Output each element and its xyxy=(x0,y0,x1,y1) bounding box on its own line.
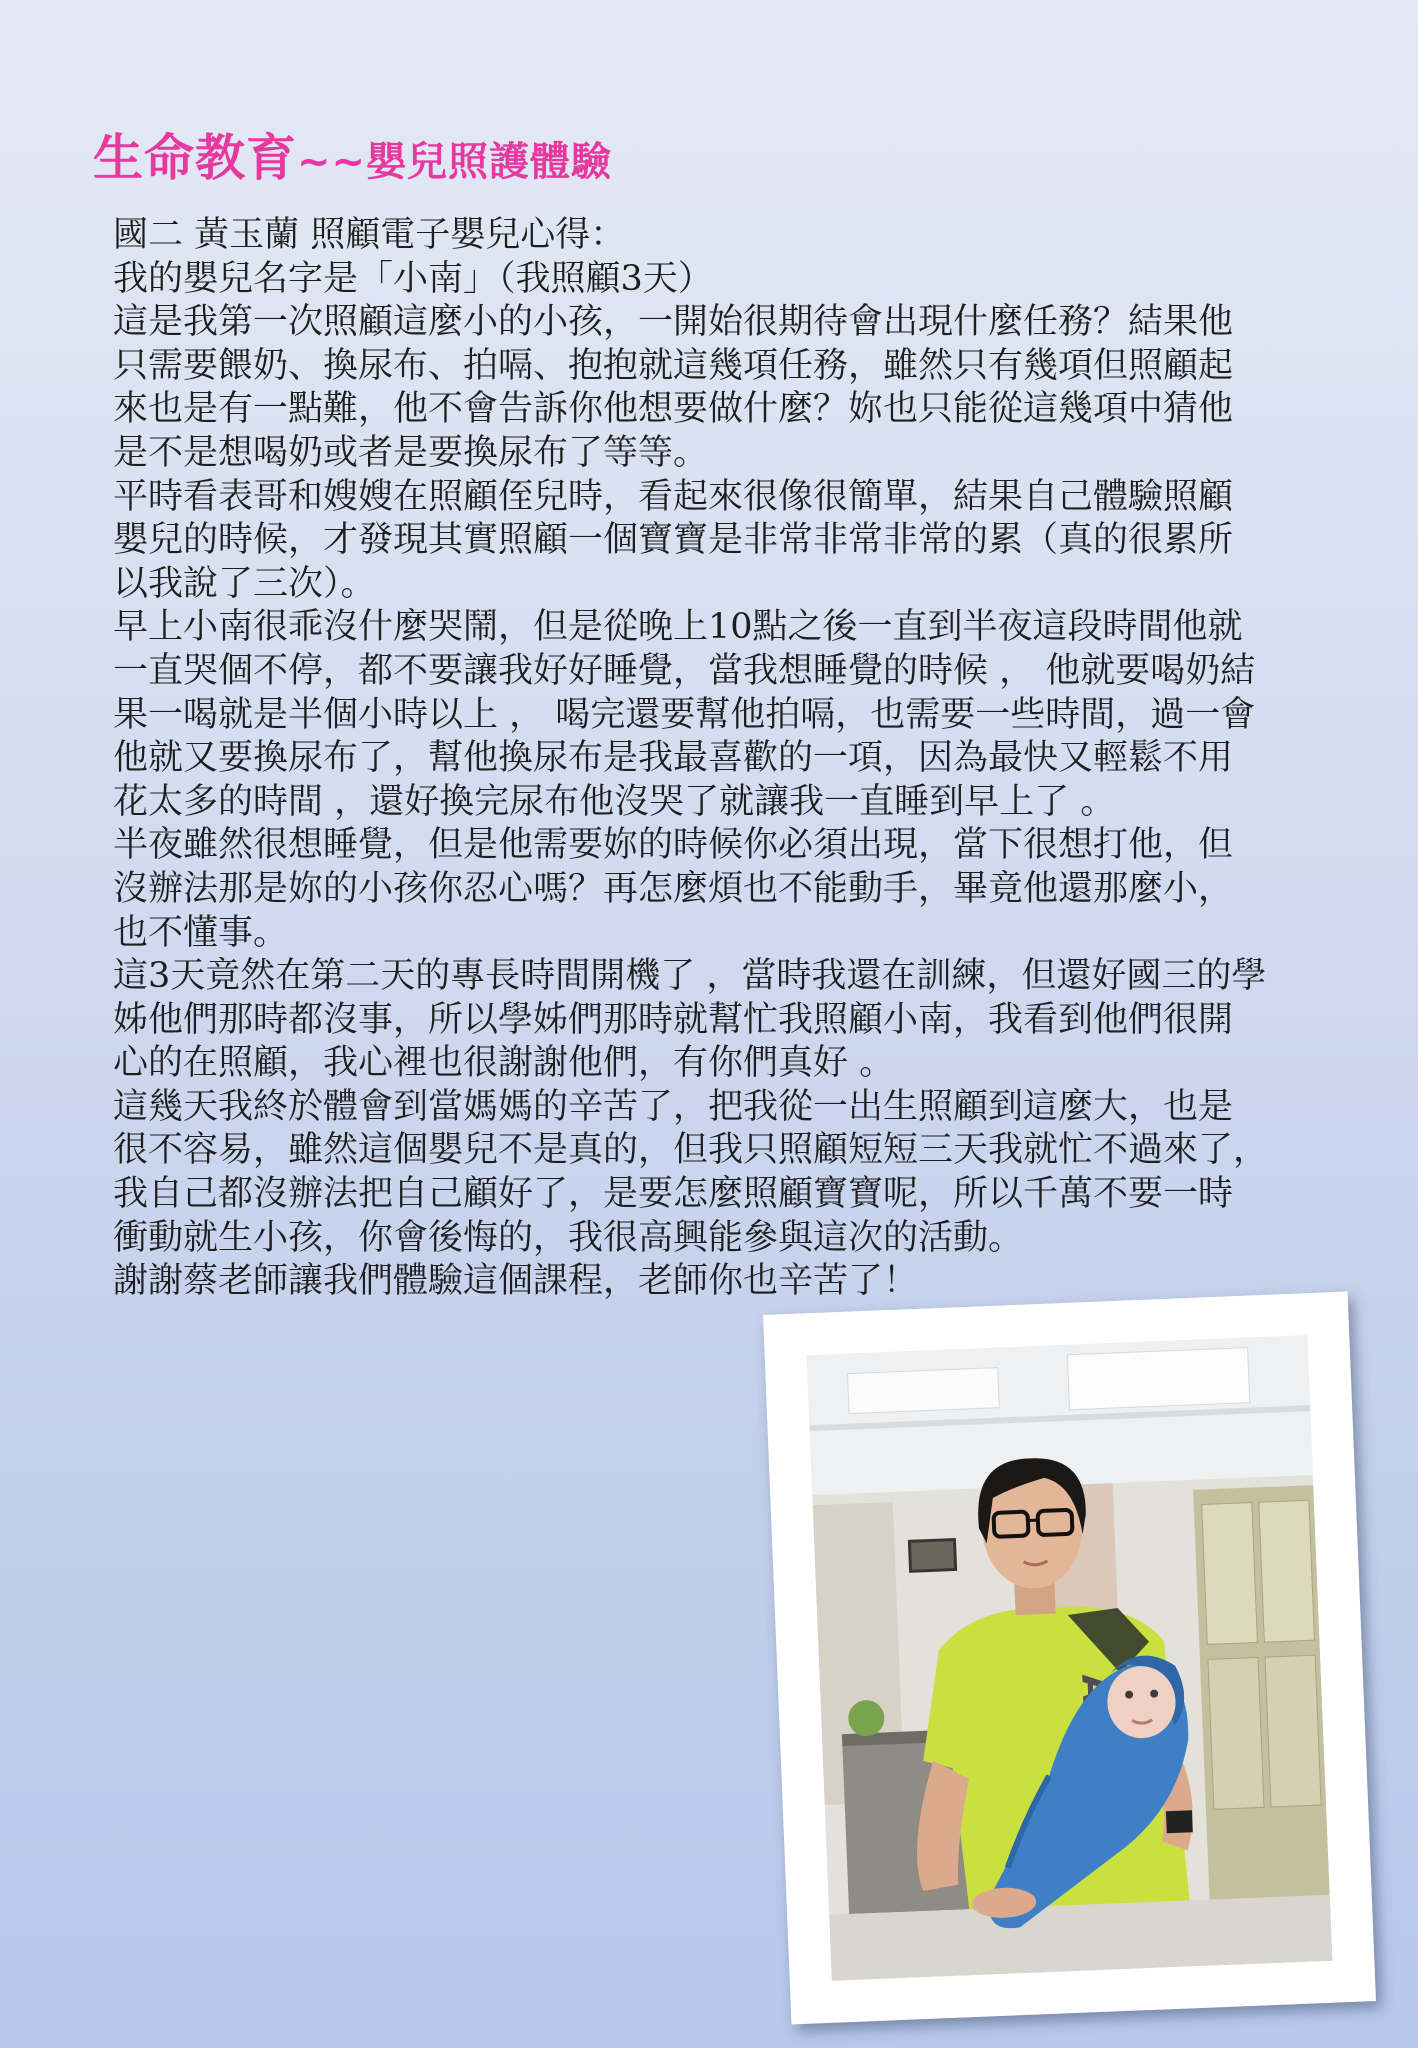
title-sub: ~~嬰兒照護體驗 xyxy=(297,139,613,185)
text-line: 國二 黃玉蘭 照顧電子嬰兒心得： xyxy=(113,215,626,255)
text-line: 半夜雖然很想睡覺，但是他需要妳的時候你必須出現，當下很想打他，但 xyxy=(113,825,1234,866)
text-line: 平時看表哥和嫂嫂在照顧侄兒時，看起來很像很簡單，結果自己體驗照顧 xyxy=(113,476,1234,517)
text-line: 姊他們那時都沒事，所以學姊們那時就幫忙我照顧小南，我看到他們很開 xyxy=(113,999,1234,1040)
text-line: 是不是想喝奶或者是要換尿布了等等。 xyxy=(113,432,709,473)
text-line: 我自己都沒辦法把自己顧好了，是要怎麼照顧寶寶呢，所以千萬不要一時 xyxy=(113,1174,1234,1215)
text-line: 衝動就生小孩，你會後悔的，我很高興能參與這次的活動。 xyxy=(113,1217,1024,1258)
text-line: 花太多的時間 ，還好換完尿布他沒哭了就讓我一直睡到早上了 。 xyxy=(113,781,1116,822)
title-main: 生命教育 xyxy=(93,129,297,187)
page-title xyxy=(93,118,612,190)
photo-frame xyxy=(763,1292,1376,2025)
text-line: 嬰兒的時候，才發現其實照顧一個寶寶是非常非常非常的累（真的很累所 xyxy=(113,520,1234,561)
text-line: 果一喝就是半個小時以上 ， 喝完還要幫他拍嗝，也需要一些時間，過一會 xyxy=(113,694,1256,735)
text-line: 只需要餵奶、換尿布、拍嗝、抱抱就這幾項任務，雖然只有幾項但照顧起 xyxy=(113,345,1234,386)
text-line: 沒辦法那是妳的小孩你忍心嗎？再怎麼煩也不能動手，畢竟他還那麼小， xyxy=(113,868,1234,909)
text-line: 以我說了三次）。 xyxy=(113,563,376,604)
text-line: 早上小南很乖沒什麼哭鬧，但是從晚上10點之後一直到半夜這段時間他就 xyxy=(113,607,1243,648)
text-line: 一直哭個不停，都不要讓我好好睡覺，當我想睡覺的時候 ， 他就要喝奶結 xyxy=(113,650,1256,691)
text-line: 這3天竟然在第二天的專長時間開機了 ，當時我還在訓練，但還好國三的學 xyxy=(113,956,1267,997)
text-line: 他就又要換尿布了，幫他換尿布是我最喜歡的一項，因為最快又輕鬆不用 xyxy=(113,738,1234,779)
student-photo xyxy=(807,1335,1333,1981)
text-line: 來也是有一點難，他不會告訴你他想要做什麼？妳也只能從這幾項中猜他 xyxy=(113,389,1234,430)
text-line: 很不容易，雖然這個嬰兒不是真的，但我只照顧短短三天我就忙不過來了， xyxy=(113,1130,1269,1171)
student-with-doll-illustration xyxy=(807,1335,1333,1981)
reflection-text xyxy=(113,214,1343,1304)
text-line: 這幾天我終於體會到當媽媽的辛苦了，把我從一出生照顧到這麼大，也是 xyxy=(113,1086,1234,1127)
text-line: 心的在照顧，我心裡也很謝謝他們，有你們真好 。 xyxy=(113,1043,895,1084)
text-line: 謝謝蔡老師讓我們體驗這個課程，老師你也辛苦了！ xyxy=(113,1261,919,1302)
text-line: 也不懂事。 xyxy=(113,912,289,953)
text-line: 我的嬰兒名字是「小南」（我照顧3天） xyxy=(113,258,713,299)
text-line: 這是我第一次照顧這麼小的小孩，一開始很期待會出現什麼任務？結果他 xyxy=(113,302,1234,343)
